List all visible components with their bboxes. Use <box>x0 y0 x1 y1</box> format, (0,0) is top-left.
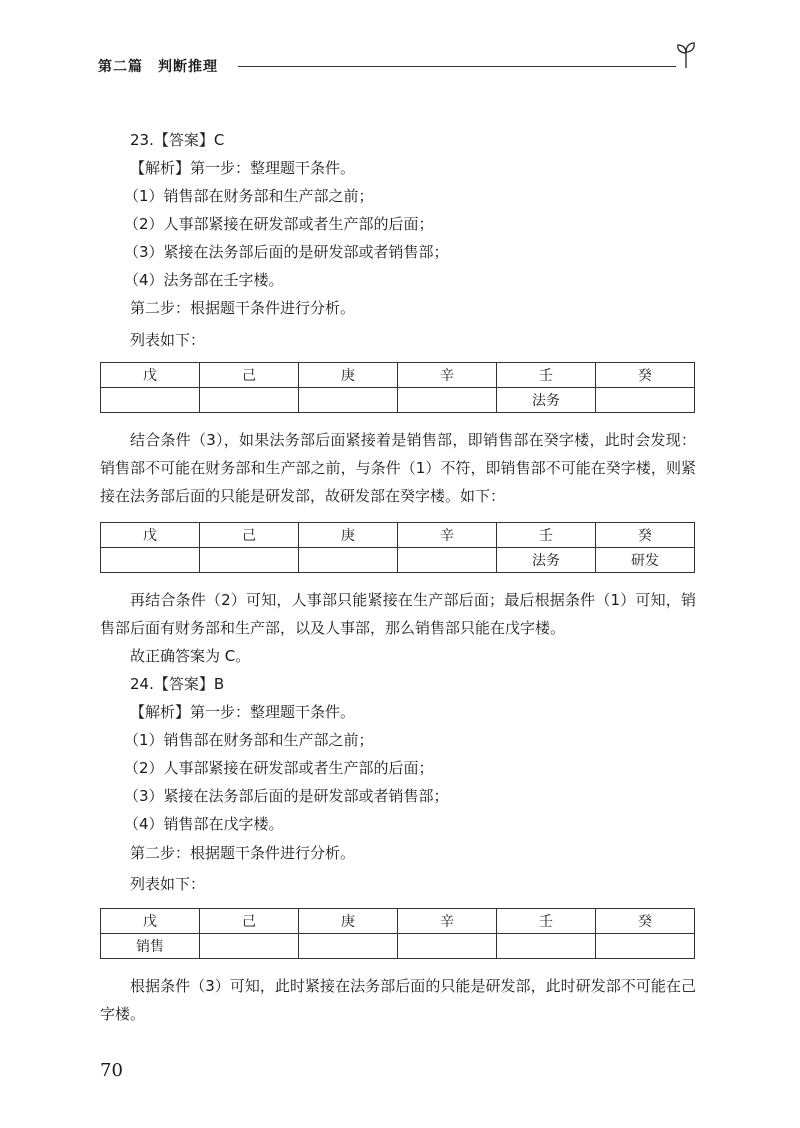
table-row <box>101 363 695 388</box>
table-2 <box>100 522 695 573</box>
table-row <box>101 388 695 413</box>
table-cell <box>200 548 299 573</box>
q23-condition-3: （3）紧接在法务部后面的是研发部或者销售部； <box>124 243 449 261</box>
table-cell <box>398 388 497 413</box>
q24-title: 24.【答案】B <box>130 675 225 693</box>
q23-conclusion: 故正确答案为 C。 <box>130 647 251 665</box>
table-cell: 己 <box>200 523 299 548</box>
q23-condition-2: （2）人事部紧接在研发部或者生产部的后面； <box>124 215 434 233</box>
table-cell: 己 <box>200 363 299 388</box>
table-row <box>101 909 695 934</box>
table-cell <box>101 388 200 413</box>
table-cell: 戊 <box>101 909 200 934</box>
table-cell: 法务 <box>497 388 596 413</box>
q24-paragraph-1: 根据条件（3）可知，此时紧接在法务部后面的只能是研发部，此时研发部不可能在己字楼。 <box>100 977 696 1023</box>
page-number: 70 <box>100 1060 123 1081</box>
table-cell: 壬 <box>497 909 596 934</box>
table-cell: 法务 <box>497 548 596 573</box>
table-cell <box>596 934 695 959</box>
table-row <box>101 934 695 959</box>
table-cell: 辛 <box>398 523 497 548</box>
table-cell: 研发 <box>596 548 695 573</box>
table-cell: 销售 <box>101 934 200 959</box>
q24-list-intro: 列表如下： <box>130 875 206 893</box>
table-cell: 辛 <box>398 909 497 934</box>
table-cell: 癸 <box>596 909 695 934</box>
table-cell: 癸 <box>596 523 695 548</box>
table-cell <box>299 548 398 573</box>
table-cell: 癸 <box>596 363 695 388</box>
table-cell <box>299 934 398 959</box>
q24-condition-4: （4）销售部在戊字楼。 <box>124 815 284 833</box>
table-row <box>101 523 695 548</box>
q23-condition-4: （4）法务部在壬字楼。 <box>124 271 284 289</box>
table-cell: 戊 <box>101 523 200 548</box>
table-cell <box>398 548 497 573</box>
table-cell <box>200 388 299 413</box>
table-1 <box>100 362 695 413</box>
sprout-icon <box>674 40 698 70</box>
table-cell <box>299 388 398 413</box>
chapter-title: 第二篇 判断推理 <box>98 59 218 75</box>
q23-paragraph-1: 结合条件（3），如果法务部后面紧接着是销售部，即销售部在癸字楼，此时会发现：销售部不可能在财务部和生产部之前，与条件（1）不符，即销售部不可能在癸字楼，则紧接在法务部后面的只能是研发部，故研发部在癸字楼。如下： <box>100 431 696 505</box>
q23-paragraph-2: 再结合条件（2）可知，人事部只能紧接在生产部后面；最后根据条件（1）可知，销售部后面有财务部和生产部，以及人事部，那么销售部只能在戊字楼。 <box>100 591 696 637</box>
q23-list-intro: 列表如下： <box>130 331 206 349</box>
table-cell <box>200 934 299 959</box>
q24-condition-1: （1）销售部在财务部和生产部之前； <box>124 731 374 749</box>
header-rule <box>238 66 676 67</box>
q23-step2: 第二步：根据题干条件进行分析。 <box>130 299 356 317</box>
table-cell: 壬 <box>497 363 596 388</box>
table-cell: 戊 <box>101 363 200 388</box>
table-cell: 庚 <box>299 363 398 388</box>
table-cell: 庚 <box>299 523 398 548</box>
q24-step2: 第二步：根据题干条件进行分析。 <box>130 844 356 862</box>
table-3 <box>100 908 695 959</box>
table-cell: 庚 <box>299 909 398 934</box>
table-cell: 己 <box>200 909 299 934</box>
table-cell <box>101 548 200 573</box>
table-cell: 壬 <box>497 523 596 548</box>
q24-condition-2: （2）人事部紧接在研发部或者生产部的后面； <box>124 759 434 777</box>
q23-condition-1: （1）销售部在财务部和生产部之前； <box>124 187 374 205</box>
table-cell <box>497 934 596 959</box>
table-row <box>101 548 695 573</box>
running-header <box>98 50 698 78</box>
q23-analysis: 【解析】第一步：整理题干条件。 <box>130 159 356 177</box>
table-cell: 辛 <box>398 363 497 388</box>
q24-condition-3: （3）紧接在法务部后面的是研发部或者销售部； <box>124 787 449 805</box>
q24-analysis: 【解析】第一步：整理题干条件。 <box>130 703 356 721</box>
table-cell <box>596 388 695 413</box>
q23-title: 23.【答案】C <box>130 131 225 149</box>
table-cell <box>398 934 497 959</box>
